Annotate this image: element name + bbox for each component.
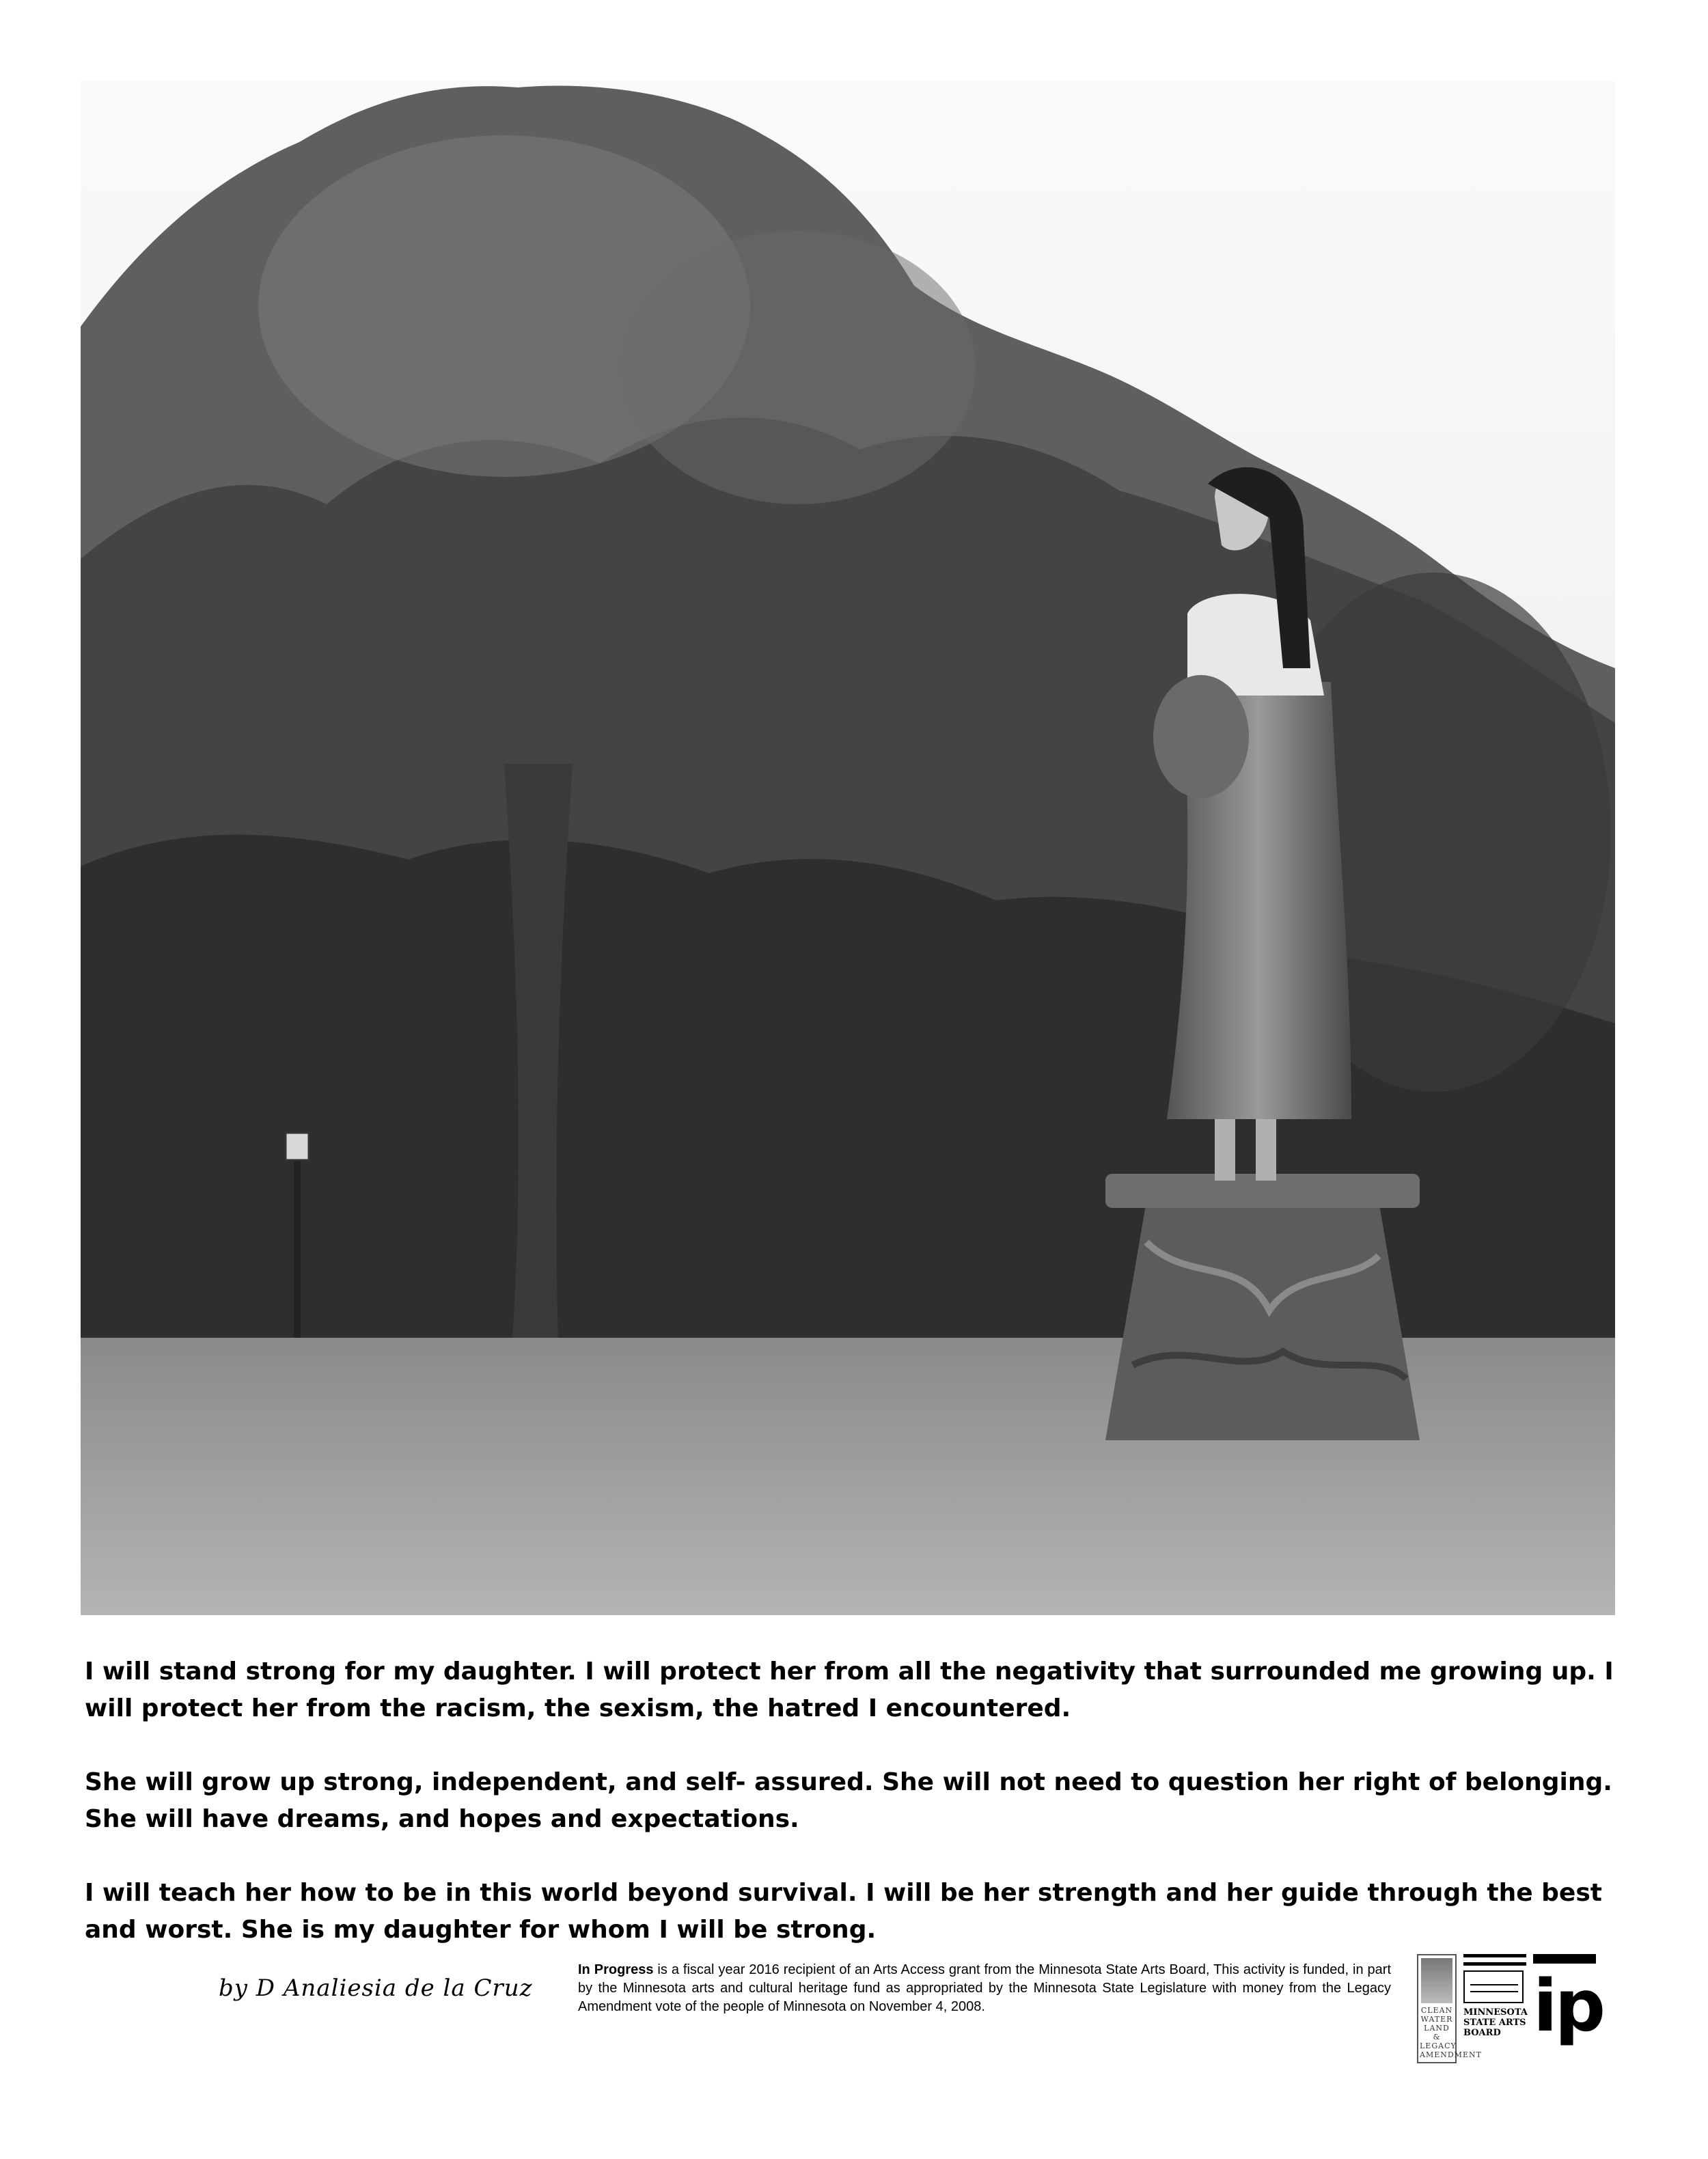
arts-board-logo [1463, 1954, 1526, 2063]
arts-board-emblem-icon [1463, 1970, 1524, 2003]
arts-board-bars-icon [1463, 1954, 1526, 1966]
legacy-tree-icon [1421, 1958, 1452, 2003]
author-byline: by D Analiesia de la Cruz [219, 1975, 533, 2002]
legacy-logo-text: CLEAN WATER LAND & LEGACY AMENDMENT [1420, 2006, 1482, 2059]
in-progress-rule [1533, 1954, 1596, 1964]
arts-board-logo-text: MINNESOTA STATE ARTS BOARD [1463, 2007, 1528, 2038]
park-scene-illustration [81, 81, 1615, 1615]
poem-paragraph-2: She will grow up strong, independent, and self- assured. She will not need to question her right of belonging. She will have dreams, and hopes and expectations. [85, 1768, 1612, 1833]
in-progress-logo [1533, 1954, 1603, 2063]
lamp-post [294, 1133, 301, 1351]
credit-lead: In Progress [578, 1962, 654, 1977]
lamp-head [286, 1133, 309, 1160]
stone-pedestal [1105, 1174, 1420, 1440]
legacy-amendment-logo [1417, 1954, 1482, 2063]
poem-text [85, 1653, 1622, 1949]
credit-body: is a fiscal year 2016 recipient of an Arts Access grant from the Minnesota State Arts Board, This activity is funded, in part by the Minnesota arts and cultural heritage fund as appropriated by the Minnesota State Legislature with money from the Legacy Amendment vote of the people of Minnesota on November 4, 2008. [578, 1962, 1391, 2014]
in-progress-mark: ip [1533, 1964, 1603, 2048]
photograph [81, 81, 1615, 1615]
funding-credit [578, 1961, 1391, 2016]
poem-paragraph-3: I will teach her how to be in this world beyond survival. I will be her strength and her guide through the best and worst. She is my daughter for whom I will be strong. [85, 1879, 1602, 1944]
sponsor-logos [1417, 1954, 1603, 2063]
poem-paragraph-1: I will stand strong for my daughter. I will protect her from all the negativity that surrounded me growing up. I will protect her from the racism, the sexism, the hatred I encountered. [85, 1658, 1614, 1722]
